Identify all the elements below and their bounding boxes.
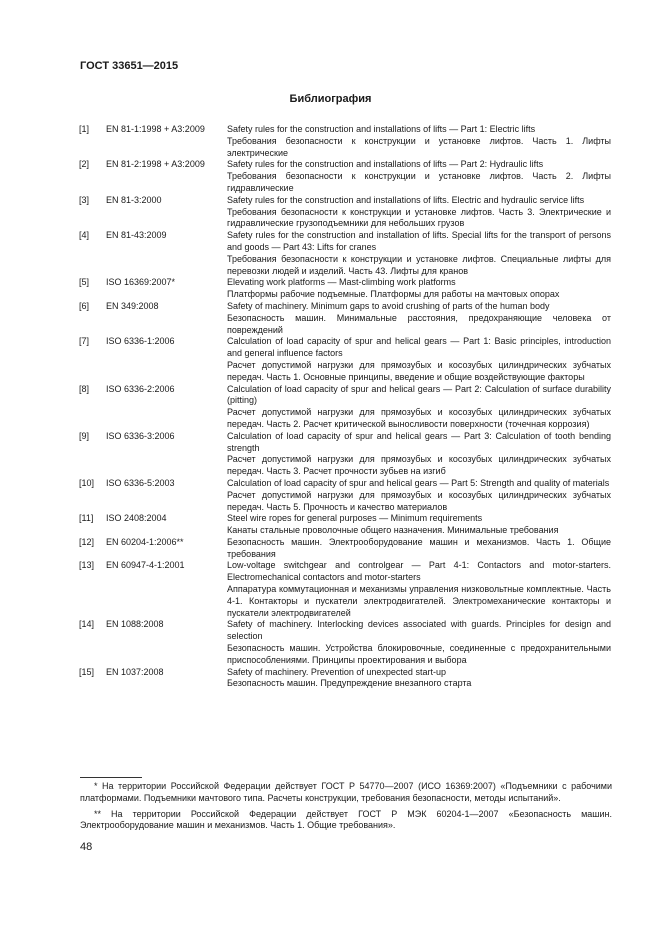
reference-title-line: Безопасность машин. Предупреждение внезапного старта (227, 678, 472, 689)
reference-title-line: Safety rules for the construction and installations of lifts — Part 2: Hydraulic lifts (227, 159, 544, 170)
reference-entry (79, 230, 611, 277)
reference-title-line: Расчет допустимой нагрузки для прямозубых и косозубых цилиндрических зубчатых передач. Часть 5. Прочность и качество материалов (227, 489, 611, 512)
reference-title-line: Требования безопасности к конструкции и установке лифтов. Часть 2. Лифты гидравлические (227, 171, 611, 193)
document-header: ГОСТ 33651—2015 (80, 60, 179, 72)
reference-body (227, 230, 611, 277)
reference-title-line: Steel wire ropes for general purposes — Minimum requirements (227, 513, 483, 524)
reference-title-line: Calculation of load capacity of spur and helical gears — Part 5: Strength and quality of materials (227, 477, 610, 488)
reference-body (227, 431, 611, 478)
reference-title-line: Канаты стальные проволочные общего назначения. Минимальные требования (227, 525, 559, 536)
reference-body (227, 537, 611, 561)
reference-number: [4] (79, 230, 90, 241)
bibliography-title: Библиография (289, 93, 372, 105)
footnote-2: ** На территории Российской Федерации действует ГОСТ Р МЭК 60204-1—2007 «Безопасность машин. Электрооборудование машин и механизмов. Часть 1. Общие требования». (80, 808, 612, 831)
reference-number: [1] (79, 124, 90, 134)
reference-title-line: Elevating work platforms — Mast-climbing work platforms (227, 277, 456, 288)
reference-number: [11] (79, 513, 94, 524)
reference-number: [8] (79, 383, 90, 394)
reference-entry (79, 619, 611, 666)
reference-title-line: Safety rules for the construction and installations of lifts — Part 1: Electric lifts (227, 124, 536, 134)
footnote-1: * На территории Российской Федерации действует ГОСТ Р 54770—2007 (ИСО 16369:2007) «Подъемники с рабочими платформами. Подъемники мачтового типа. Расчеты конструкции, требования безопасности, методы испытаний». (80, 781, 612, 803)
reference-body (227, 619, 611, 666)
reference-title-line: Safety rules for the construction and installation of lifts. Special lifts for the transport of persons and goods — Part 43: Lifts for cranes (227, 230, 611, 252)
reference-entry (79, 159, 611, 194)
reference-title-line: Требования безопасности к конструкции и установке лифтов. Часть 1. Лифты электрические (227, 135, 611, 158)
reference-entry (79, 277, 611, 301)
reference-number: [12] (79, 536, 95, 547)
reference-entry (79, 384, 611, 431)
reference-title-line: Расчет допустимой нагрузки для прямозубых и косозубых цилиндрических зубчатых передач. Часть 3. Расчет прочности зубьев на изгиб (227, 454, 611, 477)
footnotes (80, 781, 612, 836)
reference-title-line: Safety rules for the construction and installations of lifts. Electric and hydraulic service lifts (227, 194, 585, 205)
reference-entry (79, 431, 611, 478)
reference-title-line: Платформы рабочие подъемные. Платформы для работы на мачтовых опорах (227, 289, 560, 300)
footnote-divider (80, 777, 142, 778)
reference-code: EN 60204-1:2006** (106, 536, 184, 547)
reference-body (227, 560, 611, 619)
reference-code: ISO 6336-1:2006 (106, 336, 175, 347)
reference-number: [15] (79, 666, 95, 677)
reference-title-line: Calculation of load capacity of spur and helical gears — Part 2: Calculation of surface durability (pitting) (227, 383, 611, 406)
reference-number: [10] (79, 477, 95, 488)
reference-title-line: Расчет допустимой нагрузки для прямозубых и косозубых цилиндрических зубчатых передач. Часть 2. Расчет критической выносливости поверхности (точечная коррозия) (227, 407, 611, 429)
reference-title-line: Аппаратура коммутационная и механизмы управления низковольтные комплектные. Часть 4-1. Контакторы и пускатели электродвигателей. Электромеханические контакторы и пускатели электродвигателей (227, 584, 611, 618)
reference-code: ISO 6336-2:2006 (106, 383, 175, 394)
reference-body (227, 478, 611, 513)
reference-entry (79, 560, 611, 619)
reference-number: [2] (79, 159, 90, 170)
reference-number: [13] (79, 560, 95, 571)
reference-code: EN 81-1:1998 + A3:2009 (106, 124, 205, 134)
reference-title-line: Calculation of load capacity of spur and helical gears — Part 1: Basic principles, introduction and general influence factors (227, 336, 611, 359)
reference-title-line: Безопасность машин. Устройства блокировочные, соединенные с предохранительными приспособлениями. Принципы проектирования и выбора (227, 643, 611, 665)
reference-entry (79, 513, 611, 537)
reference-body (227, 513, 611, 537)
reference-code: EN 81-3:2000 (106, 194, 162, 205)
reference-body (227, 159, 611, 194)
reference-entry (79, 336, 611, 383)
reference-title-line: Безопасность машин. Минимальные расстояния, предохраняющие человека от повреждений (227, 312, 611, 335)
reference-entry (79, 301, 611, 336)
reference-list (79, 124, 611, 690)
reference-number: [3] (79, 194, 90, 205)
reference-body (227, 195, 611, 230)
reference-title-line: Расчет допустимой нагрузки для прямозубых и косозубых цилиндрических зубчатых передач. Часть 1. Основные принципы, введение и общие воздействующие факторы (227, 359, 611, 382)
reference-body (227, 667, 611, 691)
reference-entry (79, 124, 611, 159)
reference-title-line: Требования безопасности к конструкции и установке лифтов. Часть 3. Электрические и гидравлические грузоподъемники для небольших грузов (227, 206, 611, 229)
reference-title-line: Safety of machinery. Minimum gaps to avoid crushing of parts of the human body (227, 300, 550, 311)
reference-entry (79, 667, 611, 691)
reference-title-line: Безопасность машин. Электрооборудование машин и механизмов. Часть 1. Общие требования (227, 536, 611, 559)
reference-number: [9] (79, 430, 90, 441)
reference-code: EN 349:2008 (106, 300, 159, 311)
reference-title-line: Требования безопасности к конструкции и установке лифтов. Специальные лифты для перевозки людей и изделий. Часть 43. Лифты для кранов (227, 253, 611, 276)
reference-number: [7] (79, 336, 90, 347)
reference-code: EN 1037:2008 (106, 666, 164, 677)
reference-code: ISO 2408:2004 (106, 513, 167, 524)
reference-body (227, 124, 611, 159)
reference-body (227, 301, 611, 336)
page-number: 48 (80, 841, 93, 853)
reference-code: ISO 6336-3:2006 (106, 430, 175, 441)
reference-code: EN 81-2:1998 + A3:2009 (106, 159, 205, 170)
reference-entry (79, 478, 611, 513)
reference-title-line: Low-voltage switchgear and controlgear — Part 4-1: Contactors and motor-starters. Electromechanical contactors and motor-starters (227, 560, 611, 583)
reference-code: ISO 6336-5:2003 (106, 477, 175, 488)
reference-code: EN 81-43:2009 (106, 230, 167, 241)
reference-body (227, 277, 611, 301)
reference-body (227, 384, 611, 431)
reference-entry (79, 537, 611, 561)
reference-code: EN 60947-4-1:2001 (106, 560, 185, 571)
reference-code: ISO 16369:2007* (106, 277, 176, 288)
reference-title-line: Safety of machinery. Interlocking devices associated with guards. Principles for design and selection (227, 619, 611, 642)
reference-number: [6] (79, 300, 90, 311)
reference-code: EN 1088:2008 (106, 619, 164, 630)
reference-title-line: Safety of machinery. Prevention of unexpected start-up (227, 666, 446, 677)
reference-body (227, 336, 611, 383)
reference-title-line: Calculation of load capacity of spur and helical gears — Part 3: Calculation of tooth bending strength (227, 430, 611, 453)
reference-number: [14] (79, 619, 95, 630)
reference-entry (79, 195, 611, 230)
reference-number: [5] (79, 277, 90, 288)
